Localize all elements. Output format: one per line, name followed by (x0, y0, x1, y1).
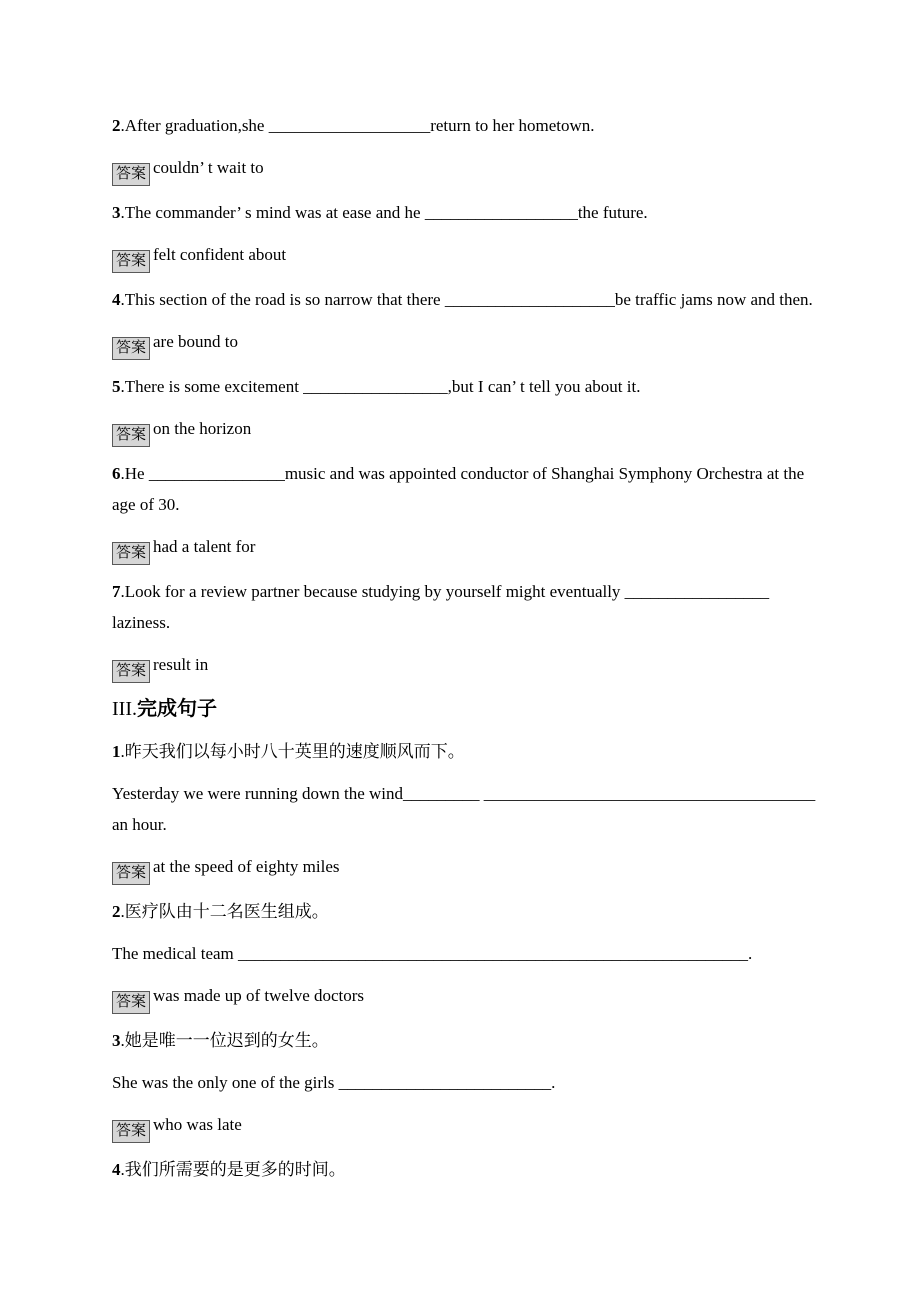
section-heading (112, 694, 820, 725)
answer-line (112, 980, 820, 1014)
question-line (112, 197, 820, 228)
question-text: .He ________________music and was appointed conductor of Shanghai Symphony Orchestra at the (120, 464, 805, 483)
question-number: 5 (112, 377, 121, 396)
answer-text: on the horizon (153, 419, 252, 438)
en-sentence-line: Yesterday we were running down the wind_________ _______________________________________ (112, 784, 816, 803)
answer-text: had a talent for (153, 537, 256, 556)
answer-row (112, 649, 820, 683)
question-text: .There is some excitement _________________,but I can’ t tell you about it. (120, 377, 641, 396)
answer-label-box: 答案 (112, 250, 150, 273)
answer-line (112, 1109, 820, 1143)
answer-label-box: 答案 (112, 991, 150, 1014)
answer-text: was made up of twelve doctors (153, 986, 365, 1005)
cn-sentence-text: .昨天我们以每小时八十英里的速度顺风而下。 (120, 742, 465, 761)
cn-sentence-text: .她是唯一一位迟到的女生。 (120, 1031, 329, 1050)
section-heading-roman: III. (112, 698, 137, 720)
question-5 (112, 371, 820, 402)
section-heading-title: 完成句子 (136, 698, 217, 720)
answer-text: at the speed of eighty miles (153, 857, 340, 876)
question-number: 2 (112, 116, 121, 135)
question-text: .The commander’ s mind was at ease and he __________________the future. (120, 203, 648, 222)
en-sentence-1 (112, 778, 820, 840)
question-line-continued: age of 30. (112, 495, 180, 514)
question-text: .This section of the road is so narrow that there ____________________be traffic jams now and then. (120, 290, 813, 309)
answer-label-box: 答案 (112, 542, 150, 565)
question-number: 4 (112, 290, 121, 309)
answer-line (112, 531, 820, 565)
cn-sentence-text: .我们所需要的是更多的时间。 (120, 1160, 346, 1179)
cn-sentence-1 (112, 736, 820, 767)
answer-text: couldn’ t wait to (153, 158, 264, 177)
en-sentence-2 (112, 938, 820, 969)
cn-sentence-line (112, 1154, 820, 1185)
question-line (112, 371, 820, 402)
answer-line (112, 649, 820, 683)
question-6 (112, 458, 820, 520)
en-sentence-line-continued: an hour. (112, 815, 167, 834)
question-number: 1 (112, 742, 121, 761)
question-text: .After graduation,she ___________________return to her hometown. (120, 116, 595, 135)
answer-line (112, 239, 820, 273)
cn-sentence-3 (112, 1025, 820, 1056)
question-4 (112, 284, 820, 315)
answer-row (112, 152, 820, 186)
answer-text: who was late (153, 1115, 242, 1134)
question-number: 3 (112, 1031, 121, 1050)
answer-line (112, 152, 820, 186)
en-sentence-line: The medical team ____________________________________________________________. (112, 944, 753, 963)
question-line (112, 576, 820, 607)
answer-row (112, 1109, 820, 1143)
question-number: 7 (112, 582, 121, 601)
question-number: 6 (112, 464, 121, 483)
answer-row (112, 413, 820, 447)
section-heading-line (112, 694, 820, 725)
answer-row (112, 980, 820, 1014)
cn-sentence-2 (112, 896, 820, 927)
answer-row (112, 326, 820, 360)
cn-sentence-line (112, 896, 820, 927)
question-line-continued: laziness. (112, 613, 171, 632)
cn-sentence-4 (112, 1154, 820, 1185)
cn-sentence-line (112, 736, 820, 767)
answer-text: result in (153, 655, 209, 674)
question-number: 4 (112, 1160, 121, 1179)
question-line (112, 458, 820, 489)
answer-line (112, 326, 820, 360)
en-sentence-line: She was the only one of the girls _________________________. (112, 1073, 556, 1092)
en-sentence-3 (112, 1067, 820, 1098)
question-line (112, 284, 820, 315)
answer-row (112, 531, 820, 565)
answer-label-box: 答案 (112, 163, 150, 186)
cn-sentence-text: .医疗队由十二名医生组成。 (120, 902, 329, 921)
answer-label-box: 答案 (112, 337, 150, 360)
answer-label-box: 答案 (112, 862, 150, 885)
answer-text: felt confident about (153, 245, 287, 264)
question-7 (112, 576, 820, 638)
answer-text: are bound to (153, 332, 238, 351)
answer-label-box: 答案 (112, 424, 150, 447)
question-2 (112, 110, 820, 141)
question-number: 3 (112, 203, 121, 222)
answer-label-box: 答案 (112, 1120, 150, 1143)
answer-line (112, 851, 820, 885)
question-line (112, 110, 820, 141)
question-text: .Look for a review partner because studying by yourself might eventually _________________ (120, 582, 770, 601)
answer-label-box: 答案 (112, 660, 150, 683)
answer-row (112, 239, 820, 273)
answer-line (112, 413, 820, 447)
question-3 (112, 197, 820, 228)
cn-sentence-line (112, 1025, 820, 1056)
question-number: 2 (112, 902, 121, 921)
answer-row (112, 851, 820, 885)
